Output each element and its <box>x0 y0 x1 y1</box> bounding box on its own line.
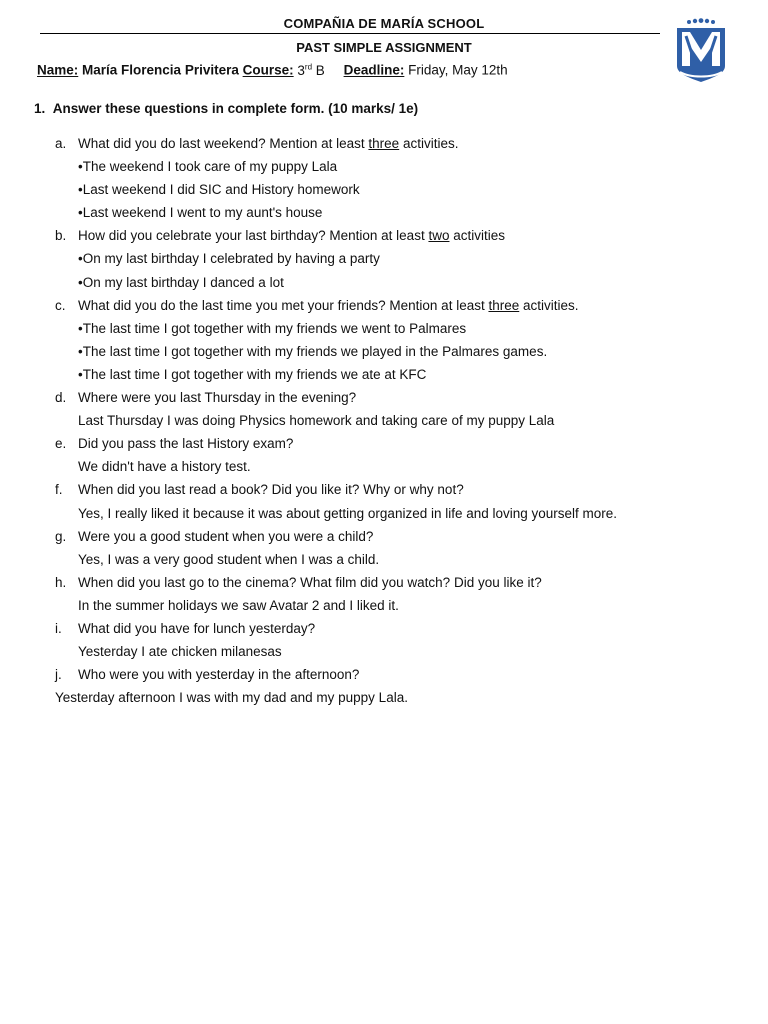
question-text: Did you pass the last History exam? <box>78 436 294 452</box>
deadline-value: Friday, May 12th <box>408 62 508 78</box>
answer-text: We didn't have a history test. <box>78 459 251 475</box>
question-marker: g. <box>55 528 67 544</box>
answer-line <box>0 344 768 367</box>
question-a <box>0 136 768 159</box>
answer-text: •The weekend I took care of my puppy Lala <box>78 159 338 175</box>
school-name: COMPAÑIA DE MARÍA SCHOOL <box>283 16 485 31</box>
question-b <box>0 228 768 251</box>
answer-line <box>0 598 768 621</box>
answer-line <box>0 275 768 298</box>
deadline-label: Deadline: <box>343 62 405 78</box>
answer-line <box>0 367 768 390</box>
answer-text: Yes, I really liked it because it was about getting organized in life and loving yourself more. <box>78 505 618 521</box>
course-label: Course: <box>242 62 294 78</box>
question-marker: b. <box>55 228 67 244</box>
assignment-title: PAST SIMPLE ASSIGNMENT <box>296 40 472 55</box>
question-marker: d. <box>55 390 67 406</box>
student-info-row <box>37 62 508 78</box>
answer-text: •The last time I got together with my friends we ate at KFC <box>78 366 427 382</box>
answer-line <box>0 205 768 228</box>
school-crest-icon <box>672 16 730 86</box>
answer-text: •Last weekend I did SIC and History homework <box>78 182 360 198</box>
name-value: María Florencia Privitera <box>82 62 239 78</box>
question-marker: h. <box>55 574 67 590</box>
question-c <box>0 298 768 321</box>
answer-line <box>0 459 768 482</box>
answer-line <box>0 506 768 529</box>
answer-text: •Last weekend I went to my aunt's house <box>78 205 323 221</box>
answer-line <box>0 644 768 667</box>
question-text: What did you have for lunch yesterday? <box>78 620 316 636</box>
answer-text: •On my last birthday I danced a lot <box>78 274 284 290</box>
answer-line <box>0 321 768 344</box>
section-heading: 1. Answer these questions in complete form. (10 marks/ 1e) <box>34 101 419 116</box>
answer-text: Yesterday I ate chicken milanesas <box>78 644 282 660</box>
questions-list <box>0 136 768 713</box>
question-marker: i. <box>55 620 62 636</box>
question-text: Where were you last Thursday in the evening? <box>78 390 357 406</box>
question-i <box>0 621 768 644</box>
question-text: Who were you with yesterday in the afternoon? <box>78 667 360 683</box>
question-text: What did you do the last time you met your friends? Mention at least three activities. <box>78 297 579 313</box>
question-text: Were you a good student when you were a child? <box>78 528 374 544</box>
answer-line <box>0 182 768 205</box>
question-marker: f. <box>55 482 63 498</box>
question-h <box>0 575 768 598</box>
question-d <box>0 390 768 413</box>
question-marker: a. <box>55 136 67 151</box>
answer-line <box>0 413 768 436</box>
name-label: Name: <box>37 62 79 78</box>
answer-text: Yes, I was a very good student when I was a child. <box>78 551 380 567</box>
answer-text: •On my last birthday I celebrated by having a party <box>78 251 380 267</box>
answer-text: •The last time I got together with my friends we went to Palmares <box>78 320 467 336</box>
answer-text: Last Thursday I was doing Physics homework and taking care of my puppy Lala <box>78 413 555 429</box>
answer-text: Yesterday afternoon I was with my dad and my puppy Lala. <box>55 690 408 706</box>
question-e <box>0 436 768 459</box>
question-text: When did you last read a book? Did you like it? Why or why not? <box>78 482 464 498</box>
answer-line <box>0 552 768 575</box>
answer-text: In the summer holidays we saw Avatar 2 and I liked it. <box>78 597 399 613</box>
question-marker: c. <box>55 297 66 313</box>
question-f <box>0 482 768 505</box>
answer-text: •The last time I got together with my friends we played in the Palmares games. <box>78 343 548 359</box>
question-marker: e. <box>55 436 67 452</box>
question-text: How did you celebrate your last birthday? Mention at least two activities <box>78 228 505 244</box>
question-marker: j. <box>55 667 62 683</box>
answer-line <box>0 251 768 274</box>
course-value: 3rd B <box>297 62 325 78</box>
question-g <box>0 529 768 552</box>
header-divider <box>40 33 660 34</box>
question-text: When did you last go to the cinema? What film did you watch? Did you like it? <box>78 574 542 590</box>
question-text: What did you do last weekend? Mention at least three activities. <box>78 136 459 151</box>
question-j <box>0 667 768 690</box>
answer-line <box>0 690 768 713</box>
answer-line <box>0 159 768 182</box>
